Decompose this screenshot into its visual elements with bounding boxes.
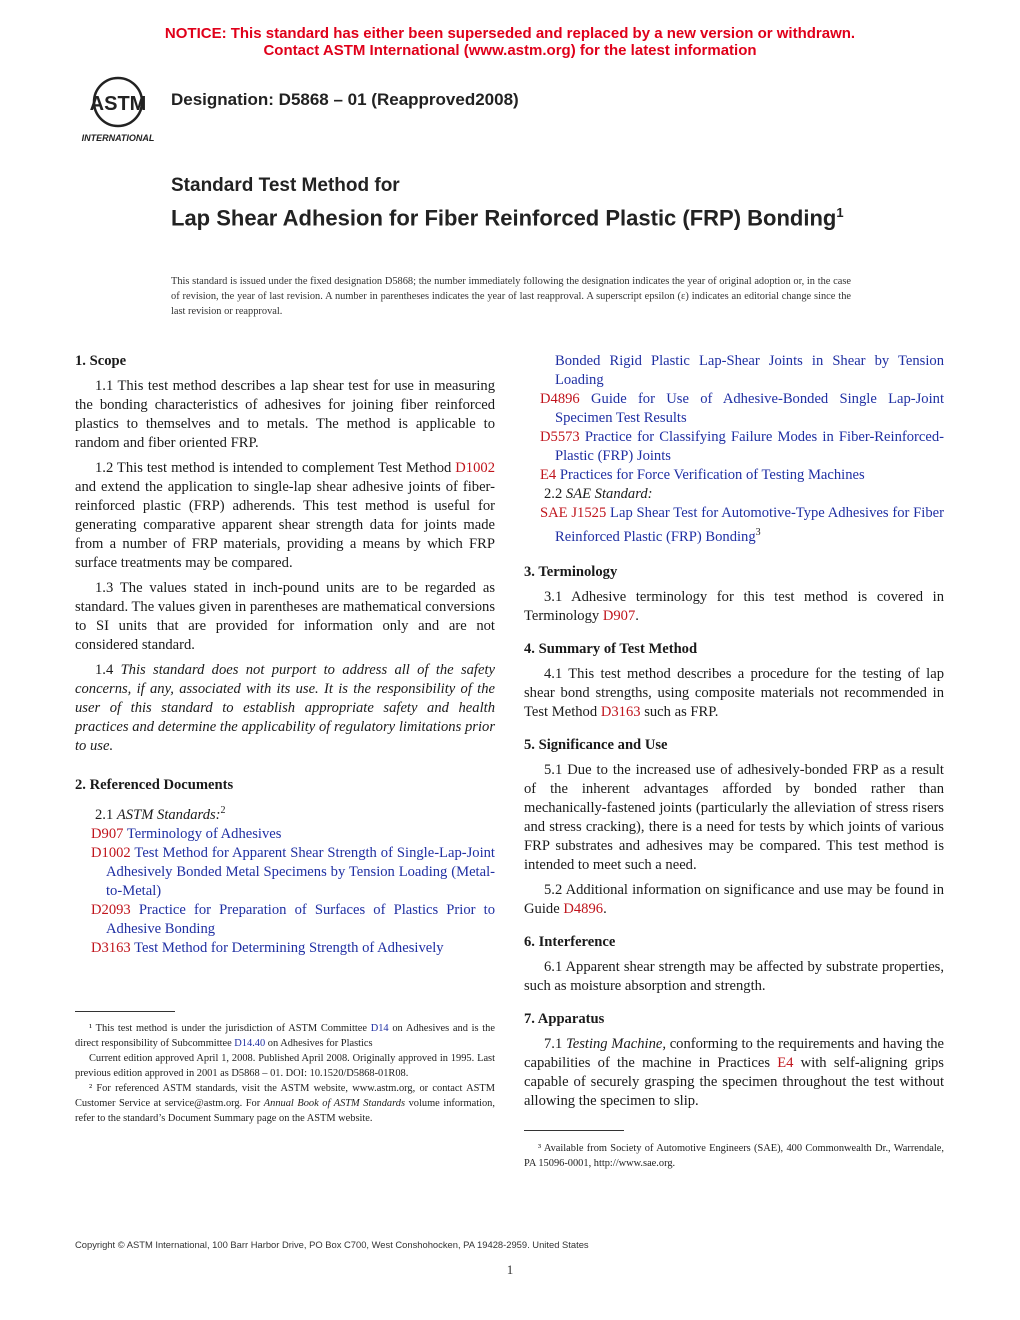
interference-6-1: 6.1 Apparent shear strength may be affected by substrate properties, such as moisture absorption and strength. — [524, 958, 944, 994]
scope-1-4-num: 1.4 — [95, 662, 121, 678]
summary-heading: 4. Summary of Test Method — [524, 640, 698, 657]
apparatus-heading: 7. Apparatus — [524, 1010, 605, 1027]
link-d14-40[interactable]: D14.40 — [234, 1038, 266, 1049]
scope-1-1: 1.1 This test method describes a lap shear test for use in measuring the bonding characteristics of adhesives for joining fiber reinforced plastics to themselves and to metals. The method is applicable to random and fiber oriented FRP. — [75, 378, 495, 451]
terminology-heading: 3. Terminology — [524, 563, 618, 580]
footnote-3: ³ Available from Society of Automotive Engineers (SAE), 400 Commonwealth Dr., Warrendale, PA 15096-0001, http://www.sae.org. — [524, 1143, 944, 1169]
astm-logo — [74, 76, 162, 146]
ref-d3163-cont — [524, 352, 944, 390]
footnote-1 — [75, 1021, 495, 1051]
title-line-1: Standard Test Method for — [171, 175, 400, 196]
link-d3163[interactable]: D3163 — [600, 703, 641, 720]
ref-d4896 — [524, 390, 944, 428]
ref-code[interactable]: D907 — [91, 825, 124, 842]
astm-standards-label — [75, 801, 495, 825]
fn1-text-b: on Adhesives and is the direct responsibility of Subcommittee — [75, 1023, 495, 1049]
notice-line-2: Contact ASTM International (www.astm.org) for the latest information — [263, 42, 757, 59]
ref-title[interactable]: Test Method for Determining Strength of Adhesively — [130, 939, 444, 956]
title-main — [171, 199, 871, 231]
fn2-text-b: volume information, refer to the standard’s Document Summary page on the ASTM website. — [75, 1098, 495, 1124]
sae-footnote-mark: 3 — [755, 527, 761, 538]
footnotes-right — [524, 1141, 944, 1171]
footnote-rule-right — [524, 1130, 624, 1131]
right-column — [524, 352, 944, 1117]
astm-logo-icon — [74, 76, 162, 146]
significance-heading: 5. Significance and Use — [524, 736, 668, 753]
link-d1002[interactable]: D1002 — [455, 460, 495, 476]
ref-d5573 — [524, 428, 944, 466]
terminology-3-1 — [524, 588, 944, 626]
astm-footnote-mark: 2 — [220, 805, 226, 816]
terminology-text: 3.1 Adhesive terminology for this test method is covered in Terminology — [524, 588, 944, 624]
ref-sae-j1525 — [524, 504, 944, 547]
ref-title[interactable]: Practices for Force Verification of Testing Machines — [556, 467, 865, 483]
footnote-2 — [75, 1081, 495, 1126]
ref-code[interactable]: D1002 — [91, 844, 131, 861]
fn2-text: ² For referenced ASTM standards, visit the ASTM website, www.astm.org, or contact ASTM Customer Service at service@astm.org. For — [75, 1083, 495, 1109]
fn2-italic: Annual Book of ASTM Standards — [263, 1098, 406, 1109]
summary-4-1 — [524, 665, 944, 722]
significance-5-2 — [524, 881, 944, 919]
ref-code[interactable]: D2093 — [91, 901, 131, 918]
scope-1-3: 1.3 The values stated in inch-pound units are to be regarded as standard. The values given in parentheses are mathematical conversions to SI units that are provided for information only and are not considered standard. — [75, 580, 495, 653]
ref-title[interactable]: Lap Shear Test for Automotive-Type Adhesives for Fiber Reinforced Plastic (FRP) Bonding — [555, 505, 944, 545]
title-footnote-mark: 1 — [836, 205, 844, 220]
ref-title[interactable]: Terminology of Adhesives — [123, 825, 282, 842]
scope-1-4-text: This standard does not purport to address all of the safety concerns, if any, associated with its use. It is the responsibility of the user of this standard to establish appropriate safety and health practices and determine the applicability of regulatory limitations prior to use. — [75, 662, 495, 754]
summary-text: 4.1 This test method describes a procedure for the testing of lap shear bond strengths, using composite materials not recommended in Test Method — [524, 665, 944, 720]
scope-1-2 — [75, 459, 495, 573]
ref-title[interactable]: Practice for Preparation of Surfaces of Plastics Prior to Adhesive Bonding — [106, 901, 495, 937]
significance-5-1: 5.1 Due to the increased use of adhesively-bonded FRP as a result of the inherent advantages afforded by bonded rather than mechanically-fastened joints (particularly the alleviation of stress risers and stress cracking), there is a need for tests by which joints of various FRP substrates and adhesives may be compared. This test method is intended to meet such a need. — [524, 761, 944, 873]
apparatus-num: 7.1 — [544, 1035, 566, 1052]
astm-label-text: ASTM Standards: — [116, 806, 221, 823]
sae-label-text: SAE Standard: — [565, 486, 653, 502]
significance-text: 5.2 Additional information on significance and use may be found in Guide — [524, 881, 944, 917]
summary-text-b: such as FRP. — [640, 703, 719, 720]
apparatus-7-1 — [524, 1035, 944, 1111]
ref-d907 — [75, 825, 495, 844]
ref-code[interactable]: D4896 — [540, 391, 580, 407]
interference-heading: 6. Interference — [524, 933, 616, 950]
scope-1-2-text-b: and extend the application to single-lap shear adhesive joints of fiber-reinforced plastic (FRP) adherends. This test method is useful for generating comparative apparent shear strength data for joints made from a number of FRP materials, providing a means by which FRP surface treatments may be compared. — [75, 479, 495, 571]
apparatus-text: conforming to the requirements and having the capabilities of the machine in Practices — [524, 1035, 944, 1071]
apparatus-text-b: with self-aligning grips capable of securely grasping the specimen throughout the test without allowing the specimen to slip. — [524, 1054, 944, 1109]
ref-code[interactable]: SAE J1525 — [540, 505, 607, 521]
apparatus-italic: Testing Machine, — [565, 1035, 666, 1052]
link-d4896[interactable]: D4896 — [563, 900, 604, 917]
ref-code[interactable]: D5573 — [540, 429, 580, 445]
fn1-text-c: on Adhesives for Plastics — [265, 1038, 373, 1049]
significance-text-b: . — [603, 900, 607, 917]
ref-title[interactable]: Practice for Classifying Failure Modes in Fiber-Reinforced-Plastic (FRP) Joints — [555, 429, 944, 464]
footnotes-left — [75, 1021, 495, 1126]
logo-subtext: INTERNATIONAL — [81, 133, 155, 143]
notice-line-1: NOTICE: This standard has either been superseded and replaced by a new version or withdrawn. — [164, 25, 856, 42]
designation: Designation: D5868 – 01 (Reapproved2008) — [171, 90, 519, 109]
ref-code[interactable]: E4 — [540, 467, 557, 483]
ref-title[interactable]: Guide for Use of Adhesive-Bonded Single Lap-Joint Specimen Test Results — [555, 391, 944, 426]
scope-1-4 — [75, 661, 495, 756]
ref-d2093 — [75, 901, 495, 939]
link-d14[interactable]: D14 — [370, 1023, 389, 1034]
link-d907[interactable]: D907 — [602, 607, 636, 624]
footnote-rule-left — [75, 1011, 175, 1012]
issued-note: This standard is issued under the fixed designation D5868; the number immediately following the designation indicates the year of original adoption or, in the case of revision, the year of last revision. A number in parentheses indicates the year of last reapproval. A superscript epsilon (ε) indicates an editorial change since the last revision or reapproval. — [171, 276, 851, 317]
fn1-text: ¹ This test method is under the jurisdiction of ASTM Committee — [89, 1023, 371, 1034]
referenced-heading: 2. Referenced Documents — [75, 777, 234, 793]
page-number: 1 — [506, 1262, 514, 1277]
withdrawal-notice — [0, 25, 1020, 59]
left-column — [75, 352, 495, 958]
scope-heading: 1. Scope — [75, 353, 127, 369]
ref-title-cont[interactable]: Bonded Rigid Plastic Lap-Shear Joints in Shear by Tension Loading — [555, 353, 944, 388]
sae-label-num: 2.2 — [544, 486, 566, 502]
terminology-text-b: . — [635, 607, 639, 624]
ref-title[interactable]: Test Method for Apparent Shear Strength of Single-Lap-Joint Adhesively Bonded Metal Specimens by Tension Loading (Metal-to-Metal) — [106, 844, 495, 899]
footnote-1-edition: Current edition approved April 1, 2008. Published April 2008. Originally approved in 1995. Last previous edition approved in 2001 as D5868 – 01. DOI: 10.1520/D5868-01R08. — [75, 1053, 495, 1079]
ref-code[interactable]: D3163 — [91, 939, 131, 956]
scope-1-2-text: 1.2 This test method is intended to complement Test Method — [95, 460, 456, 476]
logo-letters: ASTM — [89, 93, 147, 115]
ref-e4 — [524, 466, 944, 485]
ref-d1002 — [75, 844, 495, 901]
ref-d3163 — [75, 939, 495, 958]
sae-standard-label — [524, 485, 944, 504]
astm-label-num: 2.1 — [95, 806, 117, 823]
link-e4[interactable]: E4 — [777, 1054, 794, 1071]
copyright: Copyright © ASTM International, 100 Barr Harbor Drive, PO Box C700, West Conshohocken, PA 19428-2959. United States — [75, 1239, 589, 1250]
title-line-2: Lap Shear Adhesion for Fiber Reinforced Plastic (FRP) Bonding — [171, 205, 837, 231]
